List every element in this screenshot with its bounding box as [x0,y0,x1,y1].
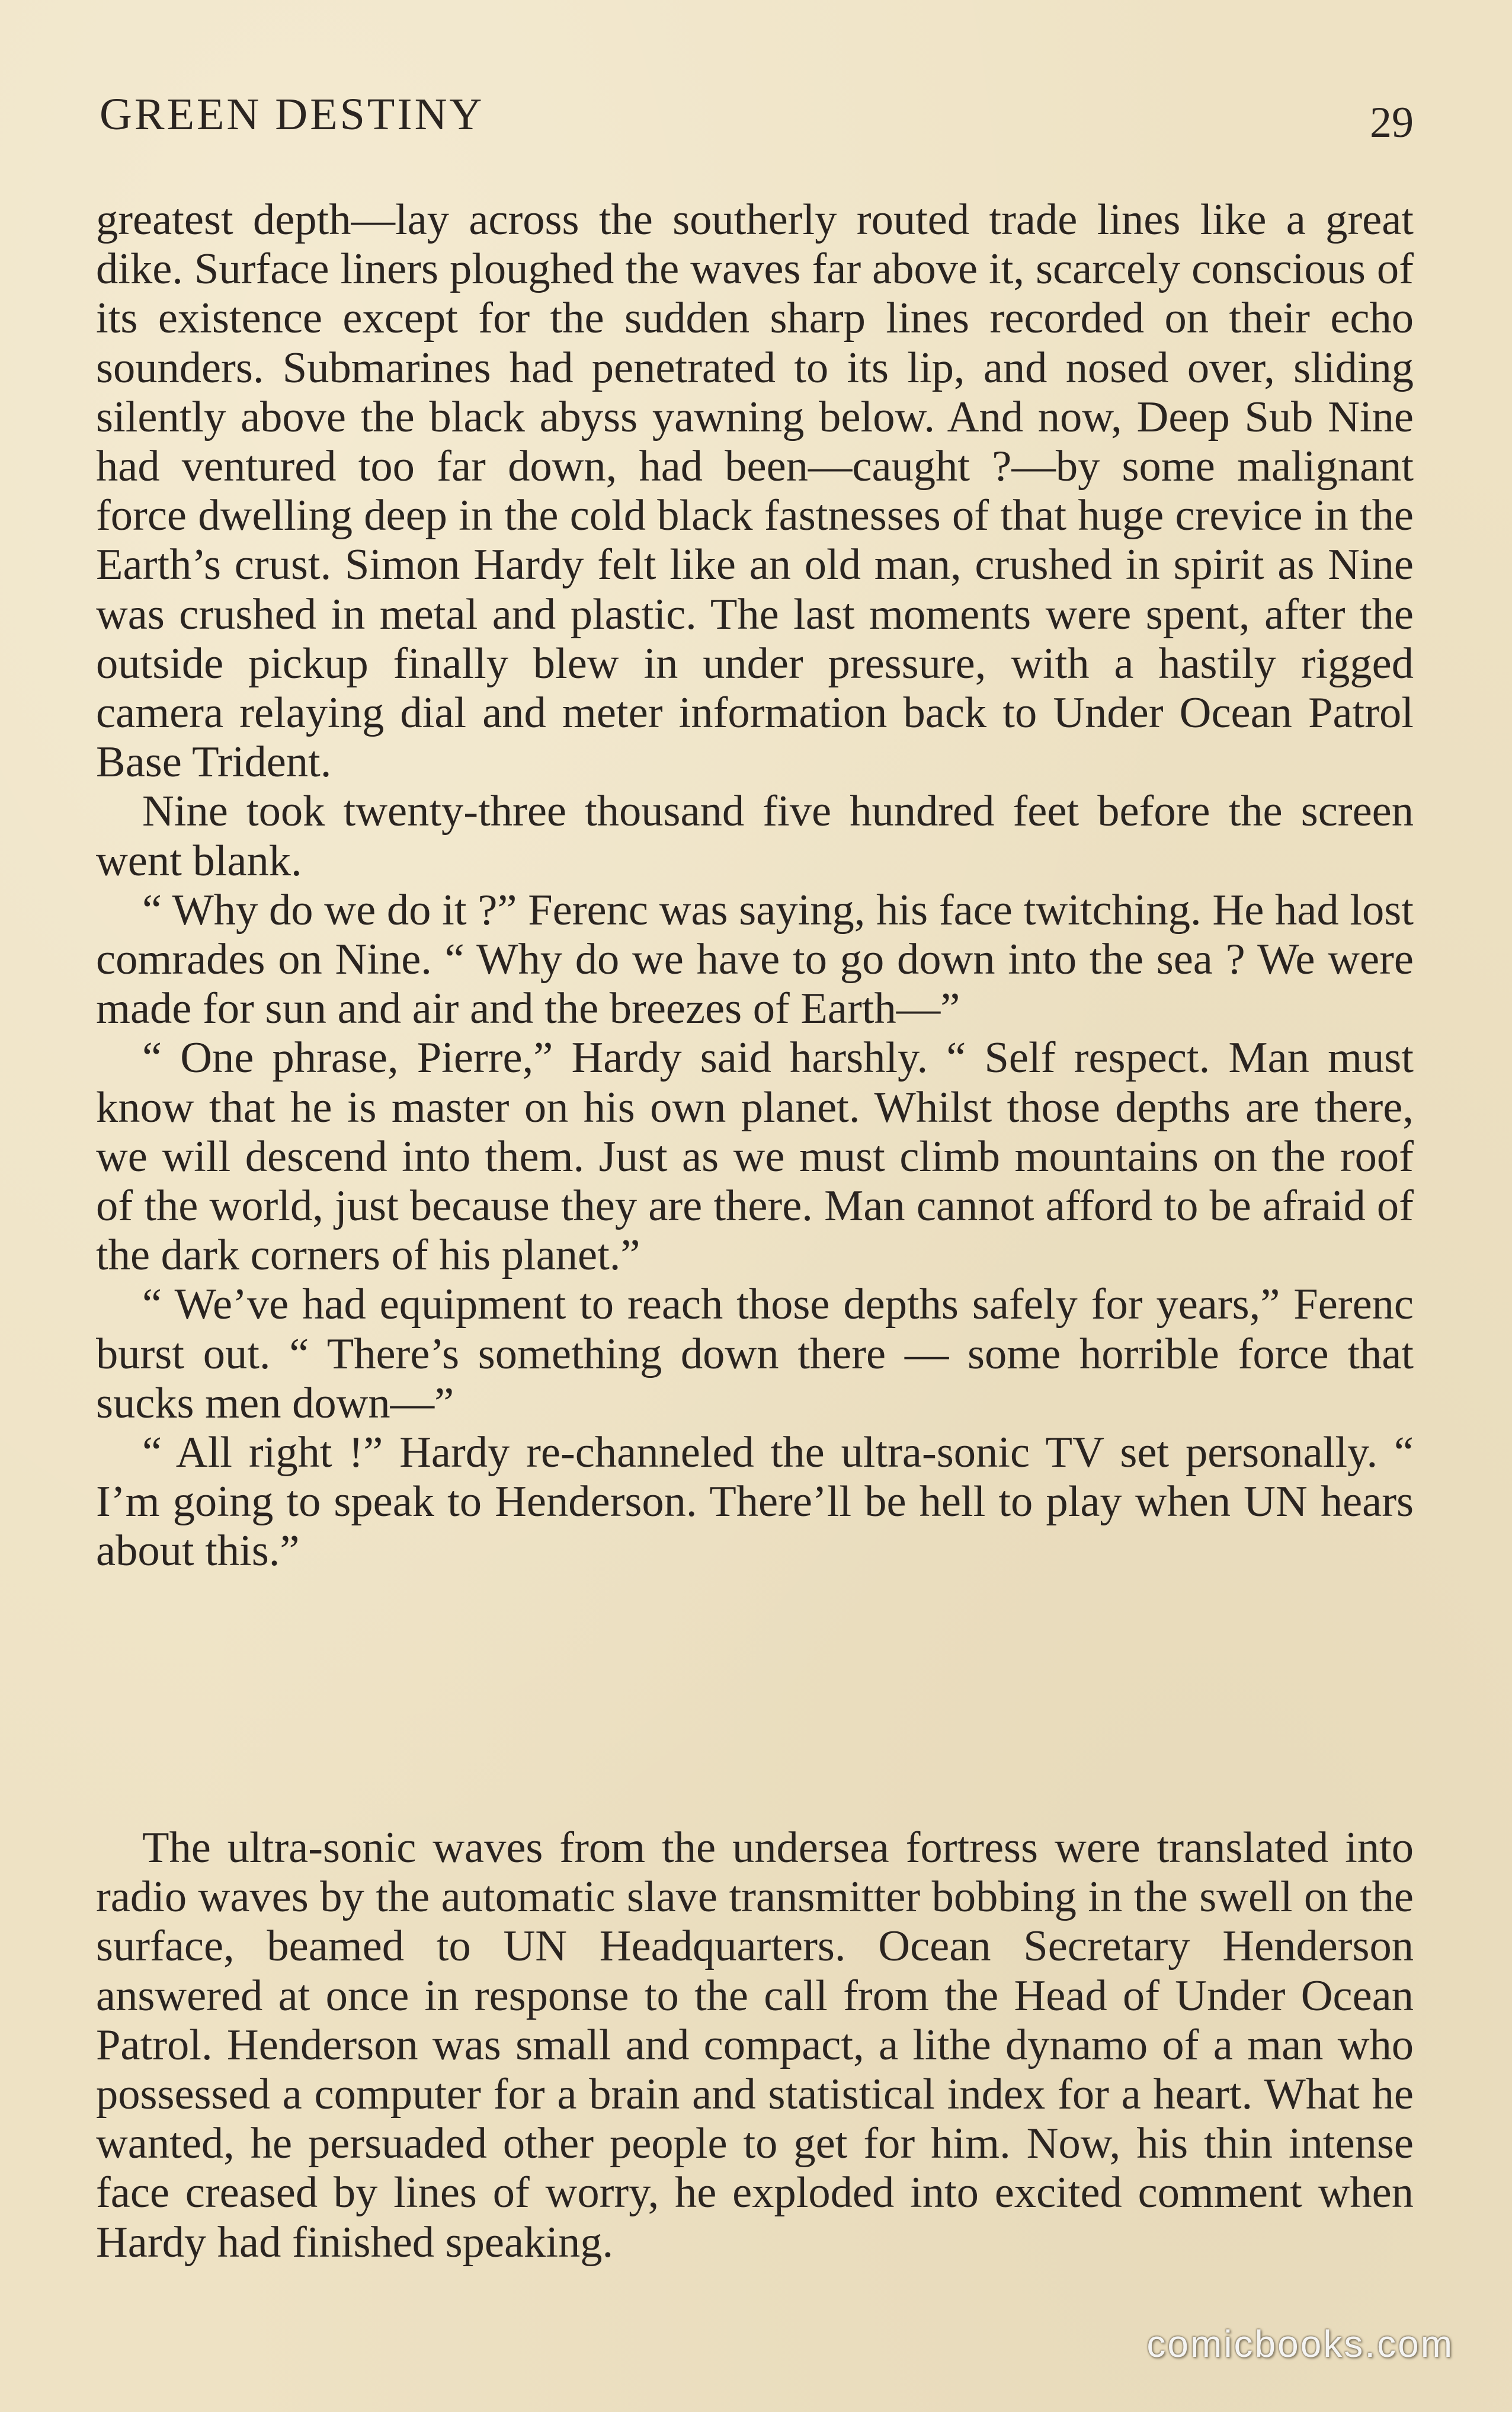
paragraph: “ All right !” Hardy re-channeled the ultra-sonic TV set personally. “ I’m going to speak to Henderson. There’ll be hell to play when UN hears about this.” [96,1428,1414,1576]
paragraph: “ Why do we do it ?” Ferenc was saying, his face twitching. He had lost comrades on Nine. “ Why do we have to go down into the sea ? We were made for sun and air and the breezes of Earth—” [96,885,1414,1034]
text-section-2 [96,1824,1414,2267]
text-section-1 [96,196,1414,1576]
page-number: 29 [1370,98,1414,147]
paragraph: “ We’ve had equipment to reach those depths safely for years,” Ferenc burst out. “ There’s something down there — some horrible force that sucks men down—” [96,1280,1414,1428]
paragraph: Nine took twenty-three thousand five hundred feet before the screen went blank. [96,787,1414,885]
watermark-text: comicbooks.com [1146,2323,1454,2365]
paragraph: The ultra-sonic waves from the undersea fortress were translated into radio waves by the automatic slave transmitter bobbing in the swell on the surface, beamed to UN Headquarters. Ocean Secretary Henderson answered at once in response to the call from the Head of Under Ocean Patrol. Henderson was small and compact, a lithe dynamo of a man who possessed a computer for a brain and statistical index for a heart. What he wanted, he persuaded other people to get for him. Now, his thin intense face creased by lines of worry, he exploded into excited comment when Hardy had finished speaking. [96,1824,1414,2267]
running-title: GREEN DESTINY [100,89,485,139]
paragraph: greatest depth—lay across the southerly routed trade lines like a great dike. Surface liners ploughed the waves far above it, scarcely conscious of its existence except for the sudden sharp lines recorded on their echo sounders. Submarines had penetrated to its lip, and nosed over, sliding silently above the black abyss yawning below. And now, Deep Sub Nine had ventured too far down, had been—caught ?—by some malignant force dwelling deep in the cold black fastnesses of that huge crevice in the Earth’s crust. Simon Hardy felt like an old man, crushed in spirit as Nine was crushed in metal and plastic. The last moments were spent, after the outside pickup finally blew in under pressure, with a hastily rigged camera relaying dial and meter information back to Under Ocean Patrol Base Trident. [96,196,1414,787]
paragraph: “ One phrase, Pierre,” Hardy said harshly. “ Self respect. Man must know that he is master on his own planet. Whilst those depths are there, we will descend into them. Just as we must climb mountains on the roof of the world, just because they are there. Man cannot afford to be afraid of the dark corners of his planet.” [96,1034,1414,1280]
